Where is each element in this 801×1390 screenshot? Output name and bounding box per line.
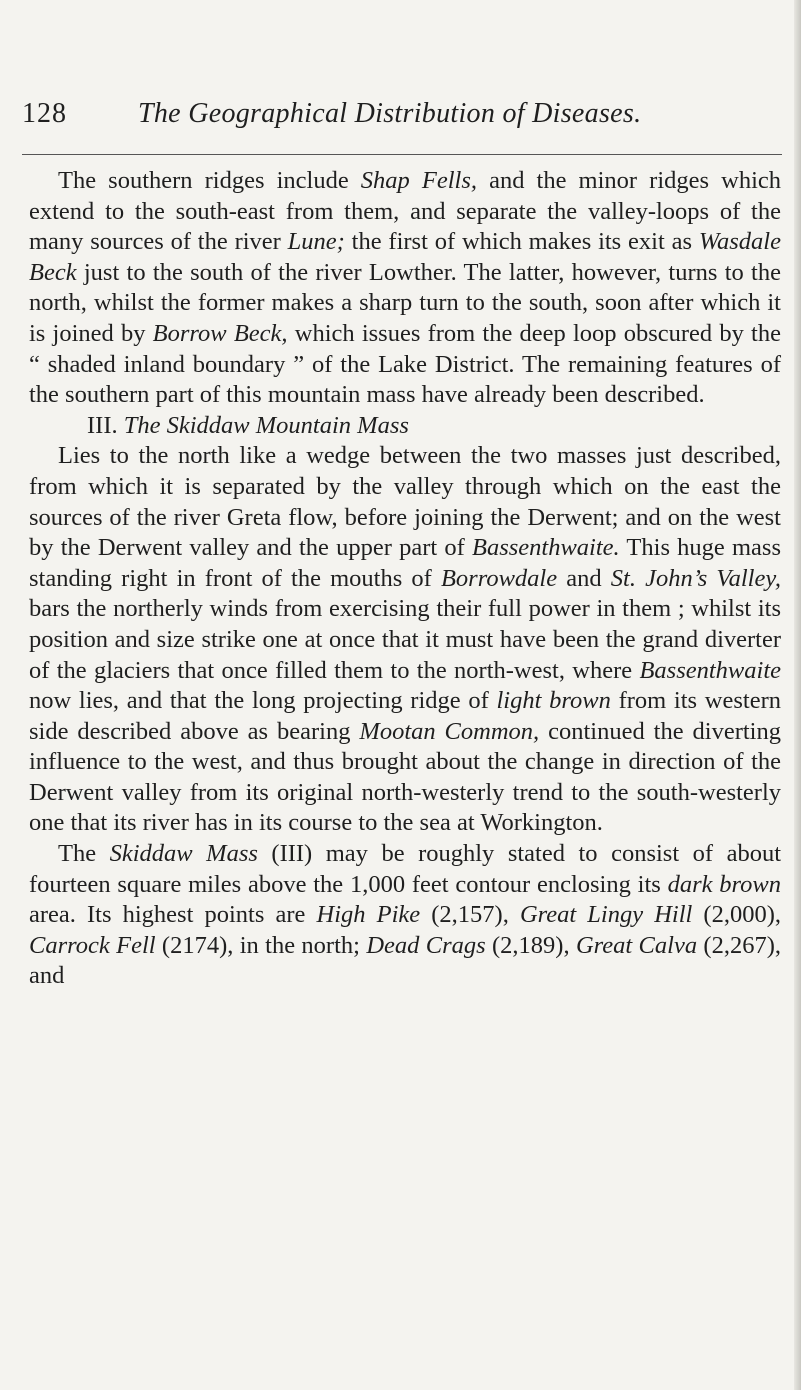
italic-name: Wasdale Beck xyxy=(29,228,781,286)
text-run: from its western side described above as bearing xyxy=(29,687,781,745)
text-run: (2174), in the north; xyxy=(155,931,367,959)
text-run: This huge mass standing right in front of the mouths of xyxy=(29,534,781,592)
section-heading xyxy=(29,411,781,442)
paragraph xyxy=(29,166,781,411)
text-run: (2,000), xyxy=(692,901,782,929)
header-rule xyxy=(22,154,782,155)
italic-name: Carrock Fell xyxy=(29,931,156,959)
text-run: which issues from the deep loop obscured by the “ shaded inland boundary ” of the Lake District. The remaining features of the southern part of this mountain mass have already been described. xyxy=(29,319,781,409)
italic-name: light brown xyxy=(496,687,611,715)
page-number: 128 xyxy=(22,98,67,129)
text-run: (2,157), xyxy=(420,901,520,929)
section-title: The Skiddaw Mountain Mass xyxy=(123,411,409,439)
body-text xyxy=(29,166,781,992)
running-title: The Geographical Distribution of Diseases. xyxy=(138,98,642,129)
text-run: continued the diverting influence to the west, and thus brought about the change in direction of the Derwent valley from its original north-westerly trend to the south-westerly one that its river has in its course to the sea at Workington. xyxy=(29,717,781,837)
text-run: just to the south of the river Lowther. The latter, however, turns to the north, whilst the former makes a sharp turn to the south, soon after which it is joined by xyxy=(29,258,781,347)
paragraph xyxy=(29,441,781,839)
text-run: area. Its highest points are xyxy=(29,901,317,929)
text-run: and the minor ridges which extend to the south-east from them, and separate the valley-loops of the many sources of the river xyxy=(29,167,781,256)
italic-name: Lune; xyxy=(287,228,345,256)
paragraph xyxy=(29,839,781,992)
text-run: (2,189), xyxy=(485,931,576,959)
italic-name: Great Lingy Hill xyxy=(519,901,693,929)
text-run: (2,267), and xyxy=(29,931,782,990)
text-run: The xyxy=(58,840,110,868)
italic-name: St. John’s Valley, xyxy=(610,564,782,592)
italic-name: High Pike xyxy=(316,901,421,929)
text-run: and xyxy=(557,564,611,592)
page-edge-shadow xyxy=(794,0,801,1390)
italic-name: Borrow Beck, xyxy=(152,319,288,347)
italic-name: Bassenthwaite xyxy=(639,656,781,684)
text-run: bars the northerly winds from exercising their full power in them ; whilst its position and size strike one at once that it must have been the grand diverter of the glaciers that once filled them to the north-west, where xyxy=(29,595,781,684)
italic-name: Shap Fells, xyxy=(360,167,477,194)
text-run: (III) may be roughly stated to consist of about fourteen square miles above the 1,000 feet contour enclosing its xyxy=(29,840,782,898)
italic-name: Bassenthwaite. xyxy=(472,534,620,562)
italic-name: dark brown xyxy=(667,870,781,898)
italic-name: Borrowdale xyxy=(440,564,558,592)
text-run: Lies to the north like a wedge between the two masses just described, from which it is separated by the valley through which on the east the sources of the river Greta flow, before joining the Derwent; and on the west by the Derwent valley and the upper part of xyxy=(29,442,781,562)
italic-name: Skiddaw Mass xyxy=(109,840,258,868)
text-run: the first of which makes its exit as xyxy=(344,228,699,256)
italic-name: Dead Crags xyxy=(366,931,486,959)
italic-name: Mootan Common, xyxy=(359,717,540,745)
text-run: now lies, and that the long projecting ridge of xyxy=(29,687,497,715)
text-run: The southern ridges include xyxy=(58,167,361,194)
italic-name: Great Calva xyxy=(575,931,698,959)
section-numeral: III. xyxy=(87,411,118,439)
